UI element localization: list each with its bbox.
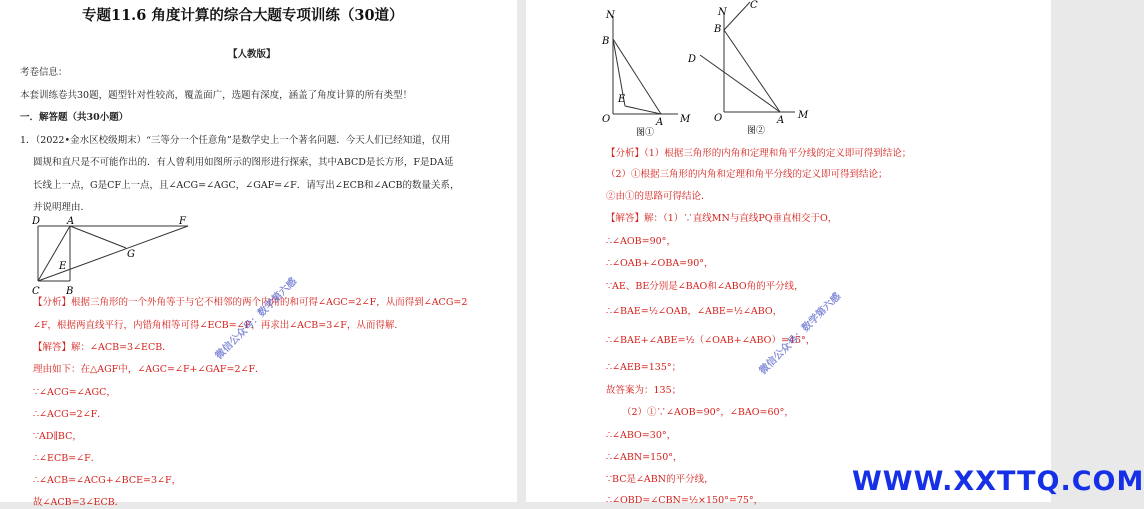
point-label: A <box>656 117 664 128</box>
point-label: F <box>179 216 186 227</box>
analysis-text: ②由①的思路可得结论． <box>606 191 711 202</box>
figure-caption: 图② <box>747 126 766 136</box>
analysis-text: 【分析】（1）根据三角形的内角和定理和角平分线的定义即可得到结论； <box>606 148 912 159</box>
solution-line: 故∠ACB=3∠ECB． <box>33 497 125 508</box>
edition-label: 【人教版】 <box>228 49 276 60</box>
solution-line: （2）①∵∠AOB=90°，∠BAO=60°， <box>622 407 794 418</box>
solution-line: ∵∠ACG=∠AGC， <box>33 387 116 398</box>
question-line: 并说明理由． <box>33 202 91 213</box>
solution-line: 故答案为：135； <box>606 385 682 396</box>
figure-two <box>682 0 812 140</box>
point-label: C <box>750 0 758 11</box>
point-label: C <box>32 286 40 297</box>
solution-line: ∴∠ACG=2∠F． <box>33 409 107 420</box>
point-label: O <box>602 114 611 125</box>
solution-line: ∴∠OAB+∠OBA=90°， <box>606 258 714 269</box>
point-label: A <box>67 216 75 227</box>
solution-line: ∴∠AEB=135°； <box>606 362 682 373</box>
answer-heading: 【解答】解：∠ACB=3∠ECB． <box>33 342 172 353</box>
solution-line: ∵BC是∠ABN的平分线， <box>606 474 714 485</box>
info-label: 考卷信息： <box>20 67 68 78</box>
answer-heading: 【解答】解：（1）∵直线MN与直线PQ垂直相交于O， <box>606 213 838 224</box>
question-line: 1．（2022•金水区校级期末）“三等分一个任意角”是数学史上一个著名问题．今天人们已经知道，仅用 <box>20 135 451 146</box>
solution-line: ∵AD∥BC， <box>33 431 82 442</box>
point-label: D <box>32 216 41 227</box>
left-page <box>0 0 517 508</box>
solution-line: ∴∠AOB=90°， <box>606 236 676 247</box>
point-label: E <box>618 94 626 105</box>
solution-line: ∵AE、BE分别是∠BAO和∠ABO角的平分线， <box>606 281 804 292</box>
watermark: 微信公众号：数学第六感 <box>213 276 300 362</box>
point-label: M <box>680 114 691 125</box>
page-title: 专题11.6 角度计算的综合大题专项训练（30道） <box>82 7 404 24</box>
watermark: 微信公众号：数学第六感 <box>757 291 844 377</box>
point-label: N <box>718 7 727 18</box>
site-url-watermark: WWW.XXTTQ.COM <box>852 466 1144 497</box>
solution-line: ∴∠OBD=∠CBN=½×150°=75°， <box>606 495 764 506</box>
point-label: G <box>127 249 135 260</box>
analysis-text: （2）①根据三角形的内角和定理和角平分线的定义即可得到结论； <box>606 169 888 180</box>
point-label: N <box>606 10 615 21</box>
point-label: E <box>59 261 67 272</box>
question-line: 长线上一点，G是CF上一点，且∠ACG=∠AGC，∠GAF=∠F．请写出∠ECB和∠ACB的数量关系， <box>33 180 460 191</box>
point-label: O <box>714 113 723 124</box>
solution-line: 理由如下：在△AGF中，∠AGC=∠F+∠GAF=2∠F． <box>33 364 265 375</box>
solution-line: ∴∠ACB=∠ACG+∠BCE=3∠F， <box>33 475 182 486</box>
info-body: 本套训练卷共30题，题型针对性较高，覆盖面广，选题有深度，涵盖了角度计算的所有类型！ <box>20 90 413 101</box>
solution-line: ∴∠BAE+∠ABE=½（∠OAB+∠ABO）=45°， <box>606 335 816 346</box>
section-heading: 一．解答题（共30小题） <box>20 112 129 123</box>
analysis-text: 【分析】根据三角形的一个外角等于与它不相邻的两个内角的和可得∠AGC=2∠F，从而得到∠ACG=2 <box>33 297 468 308</box>
question-line: 圆规和直尺是不可能作出的．有人曾利用如图所示的图形进行探索，其中ABCD是长方形，F是DA延 <box>33 157 454 168</box>
solution-line: ∴∠ABO=30°， <box>606 430 677 441</box>
point-label: B <box>602 36 610 47</box>
solution-line: ∴∠BAE=½∠OAB，∠ABE=½∠ABO， <box>606 306 783 317</box>
figure-caption: 图① <box>636 128 655 138</box>
point-label: M <box>798 110 809 121</box>
figure-one <box>598 6 693 141</box>
point-label: D <box>688 54 697 65</box>
point-label: B <box>66 286 74 297</box>
solution-line: ∴∠ABN=150°， <box>606 452 683 463</box>
analysis-text: ∠F，根据两直线平行，内错角相等可得∠ECB=∠F，再求出∠ACB=3∠F，从而得解． <box>33 320 404 331</box>
rectangle-figure <box>28 213 198 298</box>
right-page <box>526 0 1051 506</box>
point-label: A <box>777 115 785 126</box>
solution-line: ∴∠ECB=∠F． <box>33 453 101 464</box>
point-label: B <box>714 24 722 35</box>
